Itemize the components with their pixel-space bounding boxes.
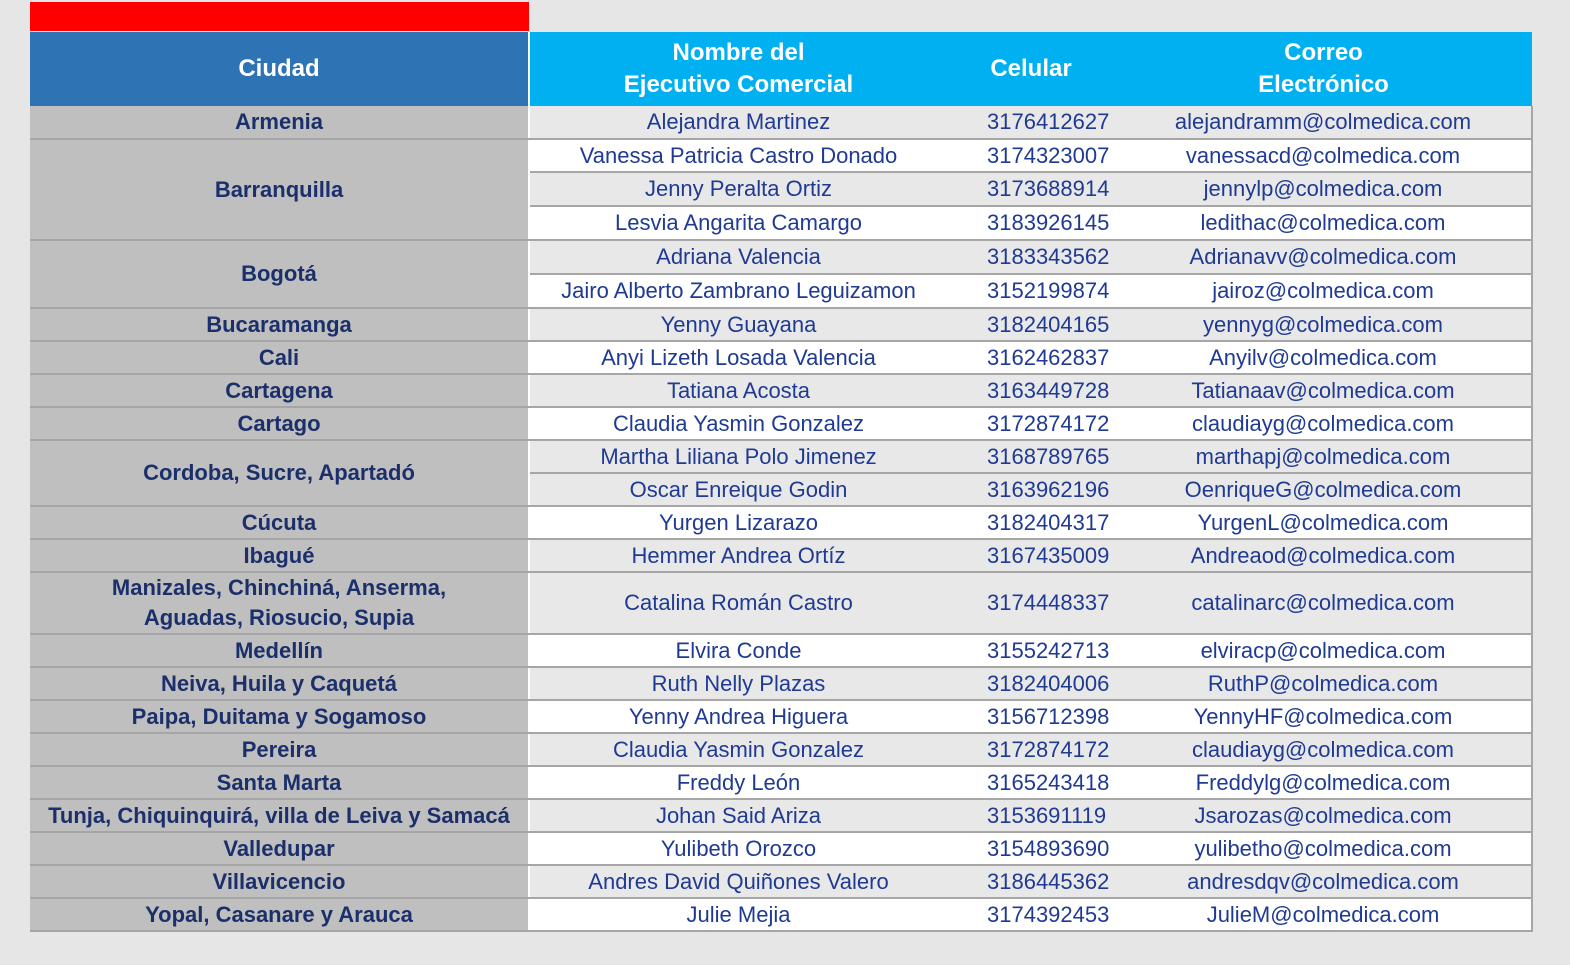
mail-cell[interactable]: jennylp@colmedica.com [1115, 172, 1532, 206]
city-cell: Barranquilla [30, 139, 529, 240]
name-cell: Elvira Conde [529, 634, 947, 667]
cel-cell: 3163449728 [947, 374, 1115, 407]
mail-cell[interactable]: Jsarozas@colmedica.com [1115, 799, 1532, 832]
city-cell: Manizales, Chinchiná, Anserma, Aguadas, Riosucio, Supia [30, 572, 529, 634]
city-cell: Pereira [30, 733, 529, 766]
table-row [30, 667, 1532, 700]
city-cell: Cartago [30, 407, 529, 440]
name-cell: Yulibeth Orozco [529, 832, 947, 865]
header-name [529, 32, 947, 106]
table-row [30, 799, 1532, 832]
cel-cell: 3183343562 [947, 240, 1115, 274]
name-cell: Alejandra Martinez [529, 106, 947, 139]
name-cell: Oscar Enreique Godin [529, 473, 947, 506]
cel-cell: 3154893690 [947, 832, 1115, 865]
mail-cell[interactable]: Adrianavv@colmedica.com [1115, 240, 1532, 274]
header-name-line2: Ejecutivo Comercial [623, 71, 854, 98]
mail-cell[interactable]: alejandramm@colmedica.com [1115, 106, 1532, 139]
name-cell: Yenny Andrea Higuera [529, 700, 947, 733]
cel-cell: 3183926145 [947, 206, 1115, 240]
cel-cell: 3186445362 [947, 865, 1115, 898]
cel-cell: 3162462837 [947, 341, 1115, 374]
cel-cell: 3152199874 [947, 274, 1115, 308]
cel-cell: 3174392453 [947, 898, 1115, 931]
table-row [30, 308, 1532, 341]
city-cell: Cordoba, Sucre, Apartadó [30, 440, 529, 506]
table-row [30, 766, 1532, 799]
cel-cell: 3174448337 [947, 572, 1115, 634]
table-row [30, 341, 1532, 374]
mail-cell[interactable]: vanessacd@colmedica.com [1115, 139, 1532, 172]
table-row [30, 407, 1532, 440]
city-cell: Villavicencio [30, 865, 529, 898]
name-cell: Ruth Nelly Plazas [529, 667, 947, 700]
name-cell: Catalina Román Castro [529, 572, 947, 634]
mail-cell[interactable]: ledithac@colmedica.com [1115, 206, 1532, 240]
city-cell: Valledupar [30, 832, 529, 865]
table-row [30, 539, 1532, 572]
header-name-line1: Nombre del [672, 39, 805, 66]
name-cell: Julie Mejia [529, 898, 947, 931]
table-row [30, 898, 1532, 931]
cel-cell: 3182404165 [947, 308, 1115, 341]
name-cell: Jenny Peralta Ortiz [529, 172, 947, 206]
mail-cell[interactable]: Freddylg@colmedica.com [1115, 766, 1532, 799]
cel-cell: 3182404317 [947, 506, 1115, 539]
mail-cell[interactable]: jairoz@colmedica.com [1115, 274, 1532, 308]
mail-cell[interactable]: RuthP@colmedica.com [1115, 667, 1532, 700]
cel-cell: 3176412627 [947, 106, 1115, 139]
name-cell: Tatiana Acosta [529, 374, 947, 407]
header-mail [1115, 32, 1532, 106]
cel-cell: 3173688914 [947, 172, 1115, 206]
name-cell: Anyi Lizeth Losada Valencia [529, 341, 947, 374]
mail-cell[interactable]: yulibetho@colmedica.com [1115, 832, 1532, 865]
mail-cell[interactable]: elviracp@colmedica.com [1115, 634, 1532, 667]
mail-cell[interactable]: JulieM@colmedica.com [1115, 898, 1532, 931]
mail-cell[interactable]: catalinarc@colmedica.com [1115, 572, 1532, 634]
name-cell: Vanessa Patricia Castro Donado [529, 139, 947, 172]
mail-cell[interactable]: YurgenL@colmedica.com [1115, 506, 1532, 539]
mail-cell[interactable]: andresdqv@colmedica.com [1115, 865, 1532, 898]
table-row [30, 374, 1532, 407]
cel-cell: 3156712398 [947, 700, 1115, 733]
mail-cell[interactable]: Tatianaav@colmedica.com [1115, 374, 1532, 407]
city-cell: Paipa, Duitama y Sogamoso [30, 700, 529, 733]
cel-cell: 3153691119 [947, 799, 1115, 832]
mail-cell[interactable]: OenriqueG@colmedica.com [1115, 473, 1532, 506]
name-cell: Hemmer Andrea Ortíz [529, 539, 947, 572]
mail-cell[interactable]: yennyg@colmedica.com [1115, 308, 1532, 341]
cel-cell: 3168789765 [947, 440, 1115, 473]
header-mail-line2: Electrónico [1258, 71, 1389, 98]
cel-cell: 3167435009 [947, 539, 1115, 572]
name-cell: Andres David Quiñones Valero [529, 865, 947, 898]
name-cell: Claudia Yasmin Gonzalez [529, 733, 947, 766]
name-cell: Adriana Valencia [529, 240, 947, 274]
city-cell: Tunja, Chiquinquirá, villa de Leiva y Samacá [30, 799, 529, 832]
table-row [30, 700, 1532, 733]
name-cell: Jairo Alberto Zambrano Leguizamon [529, 274, 947, 308]
table-row [30, 506, 1532, 539]
city-cell: Armenia [30, 106, 529, 139]
header-mail-line1: Correo [1284, 39, 1363, 66]
mail-cell[interactable]: Anyilv@colmedica.com [1115, 341, 1532, 374]
cel-cell: 3174323007 [947, 139, 1115, 172]
name-cell: Yurgen Lizarazo [529, 506, 947, 539]
city-cell: Medellín [30, 634, 529, 667]
city-cell: Bucaramanga [30, 308, 529, 341]
table-row [30, 139, 1532, 172]
city-cell: Santa Marta [30, 766, 529, 799]
mail-cell[interactable]: YennyHF@colmedica.com [1115, 700, 1532, 733]
name-cell: Johan Said Ariza [529, 799, 947, 832]
table-row [30, 733, 1532, 766]
city-cell: Cali [30, 341, 529, 374]
contacts-table [30, 32, 1533, 932]
city-cell: Neiva, Huila y Caquetá [30, 667, 529, 700]
cel-cell: 3163962196 [947, 473, 1115, 506]
header-row [30, 32, 1532, 106]
mail-cell[interactable]: Andreaod@colmedica.com [1115, 539, 1532, 572]
city-cell: Bogotá [30, 240, 529, 308]
table-row [30, 572, 1532, 634]
name-cell: Freddy León [529, 766, 947, 799]
cel-cell: 3182404006 [947, 667, 1115, 700]
table-row [30, 634, 1532, 667]
table-row [30, 240, 1532, 274]
mail-cell[interactable]: marthapj@colmedica.com [1115, 440, 1532, 473]
table-row [30, 440, 1532, 473]
cel-cell: 3165243418 [947, 766, 1115, 799]
city-cell: Ibagué [30, 539, 529, 572]
cel-cell: 3172874172 [947, 733, 1115, 766]
header-city: Ciudad [30, 32, 529, 106]
name-cell: Yenny Guayana [529, 308, 947, 341]
table-row [30, 832, 1532, 865]
name-cell: Martha Liliana Polo Jimenez [529, 440, 947, 473]
red-accent-bar [30, 2, 529, 31]
table-row [30, 106, 1532, 139]
city-cell: Yopal, Casanare y Arauca [30, 898, 529, 931]
table-row [30, 865, 1532, 898]
mail-cell[interactable]: claudiayg@colmedica.com [1115, 407, 1532, 440]
header-cel: Celular [947, 32, 1115, 106]
cel-cell: 3172874172 [947, 407, 1115, 440]
mail-cell[interactable]: claudiayg@colmedica.com [1115, 733, 1532, 766]
cel-cell: 3155242713 [947, 634, 1115, 667]
name-cell: Lesvia Angarita Camargo [529, 206, 947, 240]
city-cell: Cartagena [30, 374, 529, 407]
name-cell: Claudia Yasmin Gonzalez [529, 407, 947, 440]
city-cell: Cúcuta [30, 506, 529, 539]
